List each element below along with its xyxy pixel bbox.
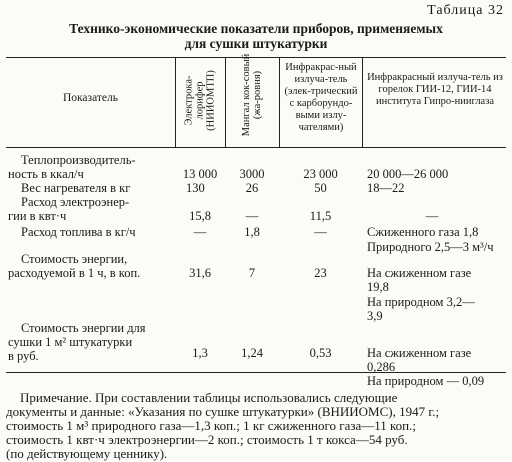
cell-value: 18—22 xyxy=(367,181,405,195)
footnote: (по действующему ценнику). xyxy=(6,446,168,461)
cell-value: — xyxy=(314,225,327,239)
cell-value: 19,8 xyxy=(367,280,389,294)
cell-value: 26 xyxy=(245,181,259,195)
footnote: стоимость 1 квт·ч электроэнергии—2 коп.; стоимость 1 т кокса—54 руб. xyxy=(6,432,408,447)
cell-value: 11,5 xyxy=(309,209,332,223)
cell-value: — xyxy=(245,209,259,223)
cell-value: На сжиженном газе xyxy=(367,266,472,280)
cell-value: 23 xyxy=(314,266,327,280)
column-header-mangal: Мангал кок-совый (жа-ровня) xyxy=(241,53,263,137)
cell-value: 130 xyxy=(186,181,205,195)
column-divider xyxy=(279,57,280,147)
cell-value: 20 000—26 000 xyxy=(367,167,449,181)
cell-value: 1,3 xyxy=(192,346,208,360)
column-header-infra-electric: Инфракрас-ный излуча-тель (элек-трический с карборундо-выми излу-чателями) xyxy=(284,62,358,133)
row-label: Стоимость энергии, xyxy=(21,252,128,266)
cell-value: 50 xyxy=(314,181,327,195)
table-number: Таблица 32 xyxy=(427,3,504,18)
cell-value: 23 000 xyxy=(303,167,338,181)
cell-value: На природном — 0,09 xyxy=(367,374,485,388)
cell-value: Природного 2,5—3 м³/ч xyxy=(367,240,494,254)
column-header-electro: Электрока-лорифер (НИИОМТП) xyxy=(183,70,217,131)
row-label: Стоимость энергии для xyxy=(21,321,146,335)
row-label: сушки 1 м² штукатурки xyxy=(8,335,133,349)
row-label: Теплопроизводитель- xyxy=(21,153,136,167)
cell-value: — xyxy=(425,209,439,223)
cell-value: 1,8 xyxy=(244,225,260,239)
row-label: расходуемой в 1 ч, в коп. xyxy=(8,266,141,280)
row-label: Расход электроэнер- xyxy=(21,195,130,209)
row-label: в руб. xyxy=(8,349,39,363)
cell-value: На природном 3,2— xyxy=(367,295,475,309)
footnote: документы и данные: «Указания по сушке штукатурки» (ВНИИОМС), 1947 г.; xyxy=(6,404,440,419)
column-divider xyxy=(175,57,176,147)
cell-value: 3000 xyxy=(239,167,265,181)
cell-value: 15,8 xyxy=(189,209,211,223)
row-label: Вес нагревателя в кг xyxy=(21,181,131,195)
cell-value: 3,9 xyxy=(367,309,383,323)
cell-value: 0,286 xyxy=(367,360,396,374)
cell-value: 0,53 xyxy=(309,346,332,360)
cell-value: 7 xyxy=(248,266,256,280)
row-label: гии в квт·ч xyxy=(8,209,67,223)
column-divider xyxy=(362,57,363,147)
column-divider xyxy=(225,57,226,147)
column-header-infra-gas: Инфракрасный излуча-тель из горелок ГИИ-12, ГИИ-14 института Гипро-нииглаза xyxy=(367,72,503,107)
row-label: ность в ккал/ч xyxy=(8,167,84,181)
footnote: Примечание. При составлении таблицы использовались следующие xyxy=(20,390,398,405)
cell-value: 31,6 xyxy=(189,266,211,280)
column-header-indicator: Показатель xyxy=(62,92,119,104)
cell-value: Сжиженного газа 1,8 xyxy=(367,225,479,239)
cell-value: — xyxy=(193,225,207,239)
table-title: Технико-экономические показатели приборов, применяемых xyxy=(69,21,443,36)
cell-value: На сжиженном газе xyxy=(367,346,472,360)
table-bottom-rule xyxy=(6,372,506,373)
cell-value: 1,24 xyxy=(241,346,263,360)
table-title-line2: для сушки штукатурки xyxy=(184,36,328,51)
footnote: стоимость 1 м³ природного газа—1,3 коп.; 1 кг сжиженного газа—11 коп.; xyxy=(6,418,417,433)
cell-value: 13 000 xyxy=(182,167,218,181)
header-bottom-rule xyxy=(6,147,506,148)
row-label: Расход топлива в кг/ч xyxy=(21,225,136,239)
